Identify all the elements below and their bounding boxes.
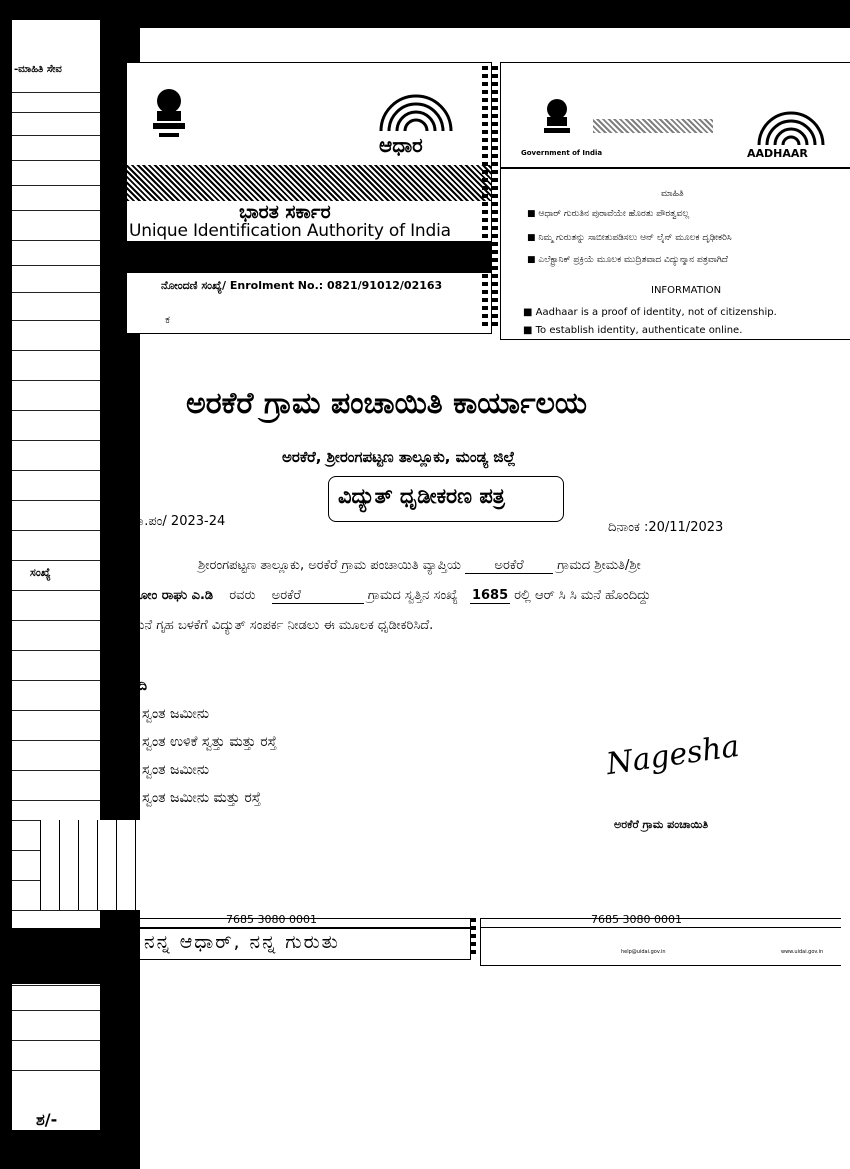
aadhaar-logo-back-icon	[751, 105, 831, 145]
dark-band-fragment	[12, 928, 100, 984]
card-back-pattern	[593, 119, 713, 133]
boundaries-heading: ದಿ	[138, 678, 148, 694]
info-heading-en: INFORMATION	[651, 285, 722, 296]
info-kn-item: ■ ನಿಮ್ಮ ಗುರುತನ್ನು ಸಾಬೀತುಪಡಿಸಲು ಆನ್ ಲೈನ್ ಮೂಲಕ ದೃಢೀಕರಿಸಿ	[527, 233, 732, 243]
info-en-item: ■ To establish identity, authenticate online.	[523, 325, 743, 336]
govt-india-kn: ಭಾರತ ಸರ್ಕಾರ	[239, 201, 331, 223]
website: www.uidai.gov.in	[781, 949, 824, 955]
national-emblem-back-icon	[541, 95, 573, 143]
office-address: ಅರಕೆರೆ, ಶ್ರೀರಂಗಪಟ್ಟಣ ತಾಲ್ಲೂಕು, ಮಂಡ್ಯ ಜಿಲ್ಲೆ	[282, 448, 516, 466]
card-back-rule	[501, 167, 850, 169]
aadhaar-logo-icon	[371, 91, 461, 131]
aadhaar-brand-kn: ಆಧಾರ	[379, 133, 423, 157]
village-name: ಅರಕೆರೆ	[465, 558, 553, 574]
strip-text-2: ಸಂಖ್ಯೆ	[30, 566, 51, 579]
signature-text: Nagesha	[604, 728, 742, 783]
body-line-3: ಮನೆ ಗೃಹ ಬಳಕೆಗೆ ವಿದ್ಯುತ್ ಸಂಪರ್ಕ ನೀಡಲು ಈ ಮೂಲಕ ಧೃಡೀಕರಿಸಿದೆ.	[132, 618, 434, 633]
card-mark: ಕ	[165, 313, 170, 326]
boundary-south: ಸ್ವಂತ ಜಮೀನು ಮತ್ತು ರಸ್ತೆ	[142, 790, 261, 806]
aadhaar-back-bottom	[480, 913, 841, 966]
band-rule-back	[481, 927, 841, 928]
property-number: 1685	[471, 588, 509, 603]
boundary-west: ಸ್ವಂತ ಉಳಿಕೆ ಸ್ವತ್ತು ಮತ್ತು ರಸ್ತೆ	[142, 734, 277, 750]
office-title: ಅರಕೆರೆ ಗ್ರಾಮ ಪಂಚಾಯಿತಿ ಕಾರ್ಯಾಲಯ	[186, 386, 588, 421]
signature	[604, 728, 742, 783]
aadhaar-number-back: 7685 3080 0001	[591, 913, 682, 926]
card-dark-band	[127, 241, 491, 273]
aadhaar-brand-en: AADHAAR	[747, 147, 808, 160]
national-emblem-icon	[149, 85, 189, 143]
info-heading-kn: ಮಾಹಿತಿ	[661, 189, 684, 199]
strip-text-1: -ಮಾಹಿತಿ ಸೇವ	[14, 64, 62, 75]
letter-date: ದಿನಾಂಕ :20/11/2023	[608, 520, 724, 535]
person-name: ಸೋಂ ರಾಘು ಎ.ಡಿ	[132, 588, 214, 603]
uidai-title: Unique Identification Authority of India	[129, 221, 451, 241]
village-name-2: ಅರಕೆರೆ	[272, 588, 364, 604]
band-rule	[140, 927, 470, 929]
cut-line-right	[492, 66, 498, 330]
reference-number: ಗ್ರಾ.ಪಂ/ 2023-24	[132, 514, 226, 529]
table-fragment	[40, 820, 141, 910]
aadhaar-front-bottom	[140, 913, 471, 960]
aadhaar-number-front: 7685 3080 0001	[226, 913, 317, 926]
strip-bottom-mark: ಶ/-	[36, 1110, 58, 1129]
body-line-1: ಶ್ರೀರಂಗಪಟ್ಟಣ ತಾಲ್ಲೂಕು, ಅರಕೆರೆ ಗ್ರಾಮ ಪಂಚಾಯಿತಿ ವ್ಯಾಪ್ತಿಯ ಅರಕೆರೆ ಗ್ರಾಮದ ಶ್ರೀಮತಿ/ಶ್ರೀ	[198, 558, 641, 573]
slogan: ನನ್ನ ಆಧಾರ್, ನನ್ನ ಗುರುತು	[144, 931, 340, 953]
info-en-item: ■ Aadhaar is a proof of identity, not of citizenship.	[523, 307, 777, 318]
enrolment-number: 0821/91012/02163	[327, 279, 443, 292]
aadhaar-card-back	[500, 62, 850, 340]
info-kn-item: ■ ಆಧಾರ್ ಗುರುತಿನ ಪುರಾವೆಯೇ ಹೊರತು ಪೌರತ್ವವಲ್ಲ	[527, 209, 690, 219]
aadhaar-card-front	[126, 62, 492, 334]
sign-caption: ಅರಕೆರೆ ಗ್ರಾಮ ಪಂಚಾಯಿತಿ	[614, 818, 709, 831]
govt-label: Government of India	[521, 149, 603, 157]
boundary-north: ಸ್ವಂತ ಜಮೀನು	[142, 762, 210, 778]
info-kn-item: ■ ಎಲೆಕ್ಟ್ರಾನಿಕ್ ಪ್ರಕ್ರಿಯೆ ಮೂಲಕ ಮುದ್ರಿತವಾದ ವಿದ್ಯುನ್ಮಾನ ಪತ್ರವಾಗಿದೆ	[527, 255, 728, 265]
cut-line-bottom	[470, 918, 476, 958]
body-line-2: ಸೋಂ ರಾಘು ಎ.ಡಿ ರವರು ಅರಕೆರೆ ಗ್ರಾಮದ ಸ್ವತ್ತಿನ ಸಂಖ್ಯೆ 1685 ರಲ್ಲಿ ಆರ್ ಸಿ ಸಿ ಮನೆ ಹೊಂದಿದ್ದು	[132, 588, 651, 603]
cut-line-left	[482, 66, 488, 330]
doc-title: ವಿದ್ಯುತ್ ಧೃಡೀಕರಣ ಪತ್ರ	[338, 484, 505, 508]
enrolment-label: ನೋಂದಣಿ ಸಂಖ್ಯೆ/ Enrolment No.:	[161, 279, 324, 292]
card-band-pattern	[127, 165, 491, 201]
help-email: help@uidai.gov.in	[621, 949, 666, 955]
boundary-east: ಸ್ವಂತ ಜಮೀನು	[142, 706, 210, 722]
